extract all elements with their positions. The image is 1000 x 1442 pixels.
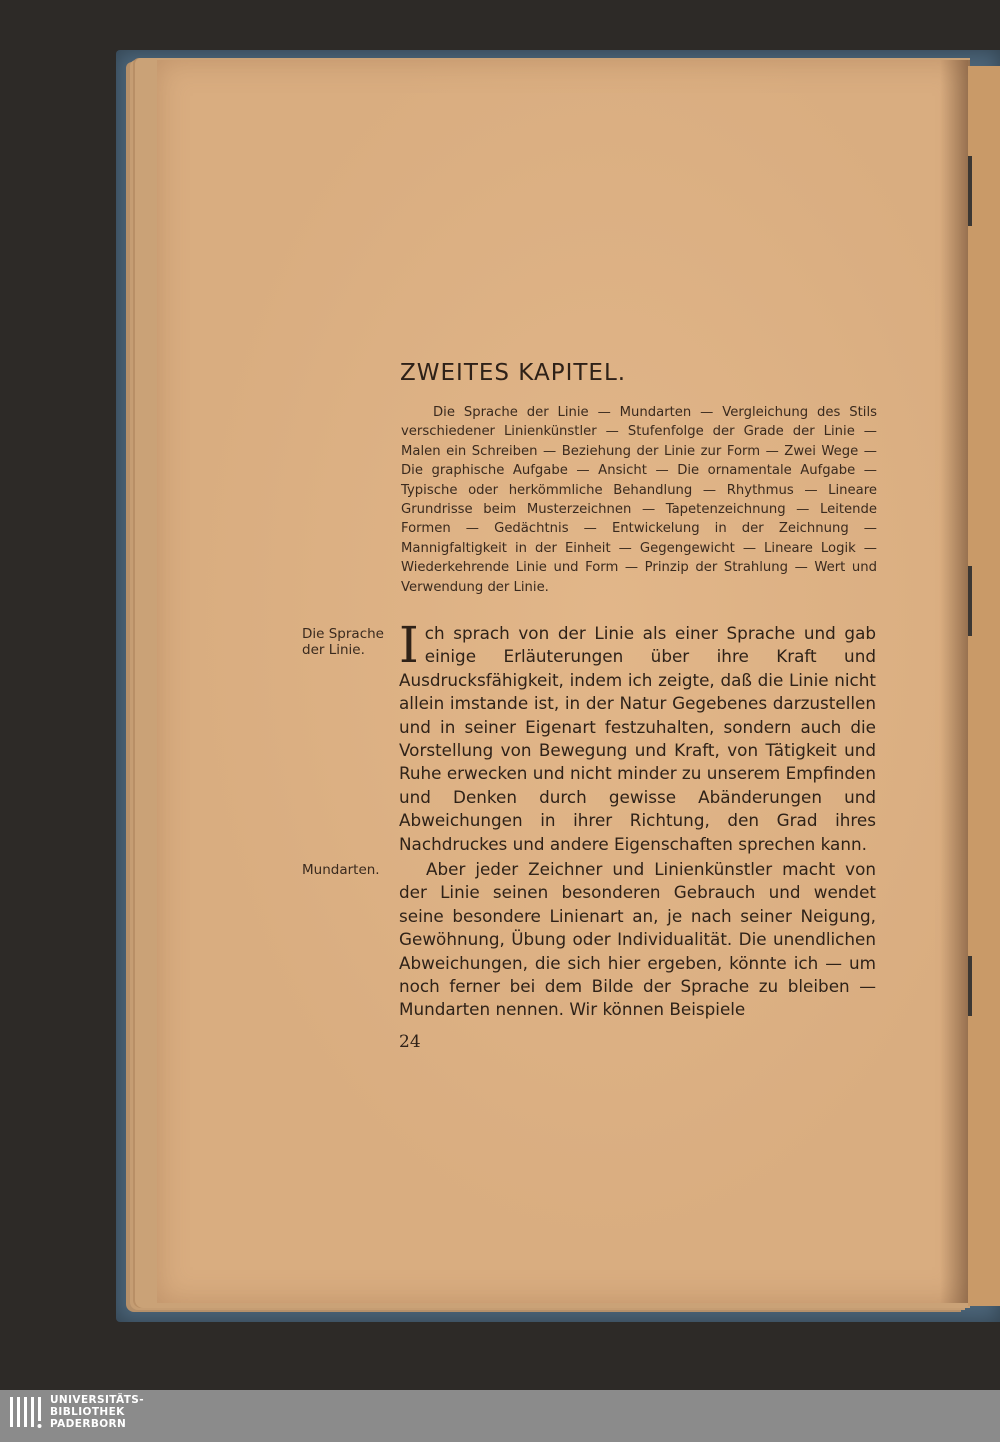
paragraph-1 [399, 616, 877, 856]
page-tab [968, 566, 972, 636]
page-gutter [940, 60, 970, 1303]
chapter-summary: Die Sprache der Linie — Mundarten — Vergleichung des Stils verschiedener Linienkünstler — Stufenfolge der Grade der Linie — Malen ein Schreiben — Beziehung der Linie zur Form — Zwei Wege — Die graphische Aufgabe — Ansicht — Die ornamentale Aufgabe — Typische oder herkömmliche Behandlung — Rhythmus — Lineare Grundrisse beim Musterzeichnen — Tapetenzeichnung — Leitende Formen — Gedächtnis — Entwickelung in der Zeichnung — Mannigfaltigkeit in der Einheit — Gegengewicht — Lineare Logik — Wiederkehrende Linie und Form — Prinzip der Strahlung — Wert und Verwendung der Linie. [401, 405, 877, 595]
library-name-line1: UNIVERSITÄTS- [50, 1394, 145, 1406]
library-logo-icon [8, 1393, 44, 1439]
facing-page-edge [968, 66, 1000, 1306]
page-number: 24 [399, 1032, 421, 1052]
paragraph-1-text: ch sprach von der Linie als einer Sprache und gab einige Erläuterungen über ihre Kraft und Ausdrucksfähigkeit, indem ich zeigte, daß die Linie nicht allein imstande ist, in der Natur Gegebenes darzustellen und in seiner Eigenart festzuhalten, sondern auch die Vorstellung von Bewegung und Kraft, von Tätigkeit und Ruhe erwecken und nicht minder zu unserem Empfinden und Denken durch gewisse Abänderungen und Abweichungen in ihrer Richtung, den Grad ihres Nachdruckes und andere Eigenschaften sprechen kann. [399, 623, 877, 854]
page-tab [968, 156, 972, 226]
page-tab [968, 956, 972, 1016]
chapter-title: ZWEITES KAPITEL. [400, 360, 627, 386]
cover-edge [126, 70, 134, 1270]
paragraph-2: Aber jeder Zeichner und Linienkünstler macht von der Linie seinen besonderen Gebrauch und wendet seine besondere Linienart an, je nach seiner Neigung, Gewöhnung, Übung oder Individualität. Die unendlichen Abweichungen, die sich hier ergeben, könnte ich — um noch ferner bei dem Bilde der Sprache zu bleiben — Mundarten nennen. Wir können Beispiele [399, 859, 876, 1020]
library-name [50, 1394, 144, 1430]
drop-cap: I [399, 616, 419, 674]
margin-note-sprache-line2: der Linie. [302, 642, 365, 658]
margin-note-sprache: Die Sprache [302, 626, 384, 642]
library-footer [0, 1390, 1000, 1442]
library-name-line3: PADERBORN [50, 1418, 127, 1430]
library-name-line2: BIBLIOTHEK [50, 1406, 125, 1418]
margin-note-mundarten: Mundarten. [302, 862, 380, 878]
